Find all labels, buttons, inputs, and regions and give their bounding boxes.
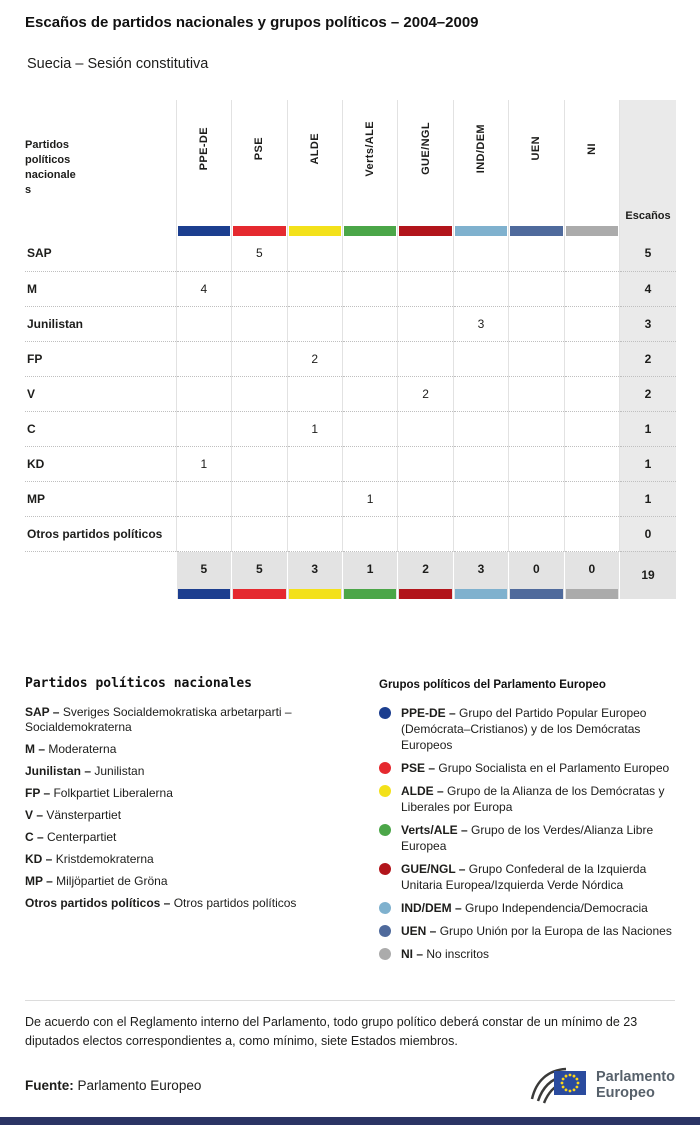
group-legend-item: PPE-DE – Grupo del Partido Popular Europeo (Demócrata–Cristianos) y de los Demócratas Europeos — [379, 705, 675, 753]
party-legend-item: SAP – Sveriges Socialdemokratiska arbetarparti – Socialdemokraterna — [25, 705, 292, 734]
seat-cell — [342, 411, 397, 446]
group-total-NI: 0 — [564, 551, 619, 599]
group-color-bar — [566, 226, 618, 236]
group-total-IND/DEM: 3 — [453, 551, 508, 599]
seat-cell: 3 — [453, 306, 508, 341]
group-color-dot-icon — [379, 762, 391, 774]
table-row — [25, 271, 676, 306]
national-parties-legend-title: Partidos políticos nacionales — [25, 676, 252, 691]
group-header-Verts/ALE — [342, 100, 397, 236]
row-total: 5 — [620, 236, 676, 271]
seat-cell — [398, 236, 453, 271]
seat-cell — [453, 446, 508, 481]
table-row — [25, 446, 676, 481]
group-total-Verts/ALE: 1 — [342, 551, 397, 599]
group-color-bar — [566, 589, 618, 599]
seat-cell — [398, 271, 453, 306]
footnote: De acuerdo con el Reglamento interno del Parlamento, todo grupo político deberá constar de un mínimo de 23 diputados electos correspondientes a, como mínimo, siete Estados miembros. — [25, 1000, 675, 1051]
seat-cell — [232, 411, 287, 446]
seat-cell — [453, 481, 508, 516]
group-header-PSE — [232, 100, 287, 236]
seat-cell — [509, 306, 564, 341]
group-legend-item: ALDE – Grupo de la Alianza de los Demócratas y Liberales por Europa — [379, 783, 675, 815]
seat-cell — [453, 411, 508, 446]
legend-section — [25, 676, 675, 969]
footer-bar — [0, 1117, 700, 1125]
table-row — [25, 341, 676, 376]
table-row — [25, 376, 676, 411]
party-legend-item: Otros partidos políticos – Otros partidos políticos — [25, 896, 297, 910]
group-legend-item: PSE – Grupo Socialista en el Parlamento Europeo — [379, 760, 675, 776]
seats-table — [25, 100, 676, 599]
table-row — [25, 411, 676, 446]
ep-logo-text — [596, 1069, 675, 1101]
group-color-bar — [178, 589, 230, 599]
footer — [25, 1058, 675, 1112]
page-subtitle: Suecia – Sesión constitutiva — [27, 56, 209, 72]
seat-cell — [232, 516, 287, 551]
seat-cell — [232, 271, 287, 306]
seat-cell — [564, 306, 619, 341]
seat-cell — [287, 271, 342, 306]
group-legend-item: IND/DEM – Grupo Independencia/Democracia — [379, 900, 675, 916]
seat-cell — [509, 341, 564, 376]
row-header-label: Partidos políticos nacionales — [25, 139, 76, 196]
group-total-ALDE: 3 — [287, 551, 342, 599]
group-header-label: Verts/ALE — [364, 120, 377, 177]
totals-blank-cell — [25, 551, 176, 599]
seat-cell — [398, 306, 453, 341]
seat-cell — [342, 306, 397, 341]
seat-cell — [176, 236, 231, 271]
seat-cell — [453, 516, 508, 551]
seat-cell — [287, 306, 342, 341]
party-name: C — [25, 411, 176, 446]
party-legend-item: M – Moderaterna — [25, 742, 117, 756]
political-groups-legend-title: Grupos políticos del Parlamento Europeo — [379, 679, 606, 691]
source-label: Fuente: — [25, 1077, 74, 1093]
party-name: SAP — [25, 236, 176, 271]
seat-cell — [287, 481, 342, 516]
row-total: 3 — [620, 306, 676, 341]
group-total-GUE/NGL: 2 — [398, 551, 453, 599]
group-color-bar — [344, 226, 396, 236]
seat-cell — [509, 271, 564, 306]
group-color-bar — [344, 589, 396, 599]
seat-cell — [398, 411, 453, 446]
seat-cell — [509, 446, 564, 481]
table-row — [25, 236, 676, 271]
seat-cell — [176, 376, 231, 411]
row-total: 4 — [620, 271, 676, 306]
seat-cell — [509, 516, 564, 551]
group-color-dot-icon — [379, 902, 391, 914]
national-parties-legend — [25, 676, 355, 969]
seat-cell — [342, 516, 397, 551]
seat-cell — [453, 271, 508, 306]
group-color-dot-icon — [379, 785, 391, 797]
seat-cell — [232, 306, 287, 341]
group-color-bar — [233, 589, 285, 599]
group-color-bar — [289, 226, 341, 236]
group-color-bar — [510, 589, 562, 599]
seat-cell: 1 — [287, 411, 342, 446]
group-header-GUE/NGL — [398, 100, 453, 236]
seat-cell — [176, 481, 231, 516]
seat-cell: 1 — [342, 481, 397, 516]
group-color-bar — [233, 226, 285, 236]
seat-cell — [176, 341, 231, 376]
group-color-dot-icon — [379, 925, 391, 937]
seat-cell — [564, 341, 619, 376]
party-legend-item: V – Vänsterpartiet — [25, 808, 122, 822]
seat-cell — [564, 481, 619, 516]
group-color-bar — [399, 226, 451, 236]
party-name: M — [25, 271, 176, 306]
party-legend-item: FP – Folkpartiet Liberalerna — [25, 786, 173, 800]
group-total-PSE: 5 — [232, 551, 287, 599]
group-legend-item: GUE/NGL – Grupo Confederal de la Izquierda Unitaria Europea/Izquierda Verde Nórdica — [379, 861, 675, 893]
group-color-bar — [455, 226, 507, 236]
row-total: 1 — [620, 481, 676, 516]
party-legend-item: Junilistan – Junilistan — [25, 764, 145, 778]
seat-cell — [398, 341, 453, 376]
group-total-UEN: 0 — [509, 551, 564, 599]
seat-cell: 1 — [176, 446, 231, 481]
group-header-UEN — [509, 100, 564, 236]
seat-cell: 2 — [287, 341, 342, 376]
seat-cell — [342, 446, 397, 481]
seat-cell — [232, 446, 287, 481]
ep-logo-mark — [530, 1065, 588, 1105]
table-row — [25, 481, 676, 516]
group-header-label: ALDE — [308, 132, 321, 165]
seat-cell — [176, 306, 231, 341]
seat-cell — [287, 376, 342, 411]
group-header-ALDE — [287, 100, 342, 236]
table-row — [25, 306, 676, 341]
seat-cell — [232, 481, 287, 516]
party-legend-item: C – Centerpartiet — [25, 830, 117, 844]
seat-cell — [564, 411, 619, 446]
group-header-PPE-DE — [176, 100, 231, 236]
seat-cell — [509, 376, 564, 411]
seat-cell: 2 — [398, 376, 453, 411]
group-color-bar — [510, 226, 562, 236]
party-legend-item: KD – Kristdemokraterna — [25, 852, 154, 866]
seat-cell — [398, 481, 453, 516]
group-total-PPE-DE: 5 — [176, 551, 231, 599]
seat-cell — [342, 236, 397, 271]
seat-cell — [509, 411, 564, 446]
row-total: 1 — [620, 446, 676, 481]
seat-cell — [232, 341, 287, 376]
source-line — [25, 1078, 201, 1093]
seat-cell — [398, 516, 453, 551]
group-header-label: PSE — [253, 136, 266, 161]
group-color-dot-icon — [379, 707, 391, 719]
party-name: Junilistan — [25, 306, 176, 341]
seat-cell — [564, 236, 619, 271]
group-color-bar — [455, 589, 507, 599]
party-name: KD — [25, 446, 176, 481]
table-header-row — [25, 100, 676, 236]
seats-header-cell — [620, 100, 676, 236]
seat-cell — [287, 236, 342, 271]
seat-cell: 4 — [176, 271, 231, 306]
seat-cell — [287, 446, 342, 481]
party-name: MP — [25, 481, 176, 516]
seat-cell — [176, 516, 231, 551]
seat-cell — [564, 516, 619, 551]
seat-cell — [398, 446, 453, 481]
seat-cell — [232, 376, 287, 411]
totals-row — [25, 551, 676, 599]
group-color-bar — [178, 226, 230, 236]
row-total: 1 — [620, 411, 676, 446]
seat-cell — [287, 516, 342, 551]
grand-total-cell: 19 — [620, 551, 676, 599]
source-value: Parlamento Europeo — [77, 1077, 202, 1093]
party-name: FP — [25, 341, 176, 376]
group-color-dot-icon — [379, 948, 391, 960]
group-legend-item: Verts/ALE – Grupo de los Verdes/Alianza Libre Europea — [379, 822, 675, 854]
seat-cell — [509, 481, 564, 516]
seats-header-label: Escaños — [625, 210, 671, 222]
seat-cell — [342, 376, 397, 411]
group-header-NI — [564, 100, 619, 236]
table-row — [25, 516, 676, 551]
ep-logo-line1: Parlamento — [596, 1069, 675, 1085]
row-total: 2 — [620, 341, 676, 376]
seat-cell — [453, 376, 508, 411]
seat-cell — [342, 271, 397, 306]
group-header-label: IND/DEM — [474, 123, 487, 174]
row-header-cell — [25, 100, 176, 236]
seat-cell — [342, 341, 397, 376]
group-legend-item: UEN – Grupo Unión por la Europa de las Naciones — [379, 923, 675, 939]
seats-table-wrapper — [25, 100, 676, 599]
seat-cell — [564, 376, 619, 411]
ep-logo-line2: Europeo — [596, 1085, 655, 1101]
seat-cell — [453, 341, 508, 376]
group-header-label: NI — [585, 143, 598, 155]
group-header-label: GUE/NGL — [419, 122, 432, 175]
group-color-dot-icon — [379, 824, 391, 836]
group-color-bar — [289, 589, 341, 599]
seat-cell — [453, 236, 508, 271]
ep-logo — [530, 1065, 675, 1105]
group-color-dot-icon — [379, 863, 391, 875]
row-total: 0 — [620, 516, 676, 551]
party-legend-item: MP – Miljöpartiet de Gröna — [25, 874, 168, 888]
page-title: Escaños de partidos nacionales y grupos políticos – 2004–2009 — [25, 14, 479, 31]
group-header-IND/DEM — [453, 100, 508, 236]
party-name: Otros partidos políticos — [25, 516, 176, 551]
seat-cell — [509, 236, 564, 271]
group-header-label: UEN — [530, 136, 543, 161]
political-groups-legend — [379, 676, 675, 969]
group-color-bar — [399, 589, 451, 599]
seat-cell: 5 — [232, 236, 287, 271]
seat-cell — [564, 446, 619, 481]
seat-cell — [176, 411, 231, 446]
row-total: 2 — [620, 376, 676, 411]
group-legend-item: NI – No inscritos — [379, 946, 675, 962]
seat-cell — [564, 271, 619, 306]
party-name: V — [25, 376, 176, 411]
group-header-label: PPE-DE — [197, 126, 210, 171]
